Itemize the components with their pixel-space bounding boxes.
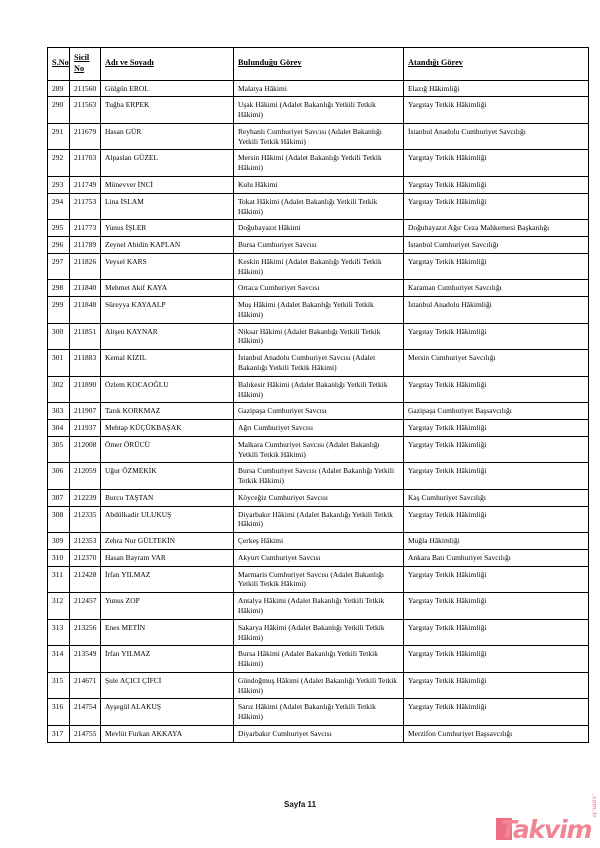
cell-sno: 290 <box>48 97 70 124</box>
cell-atandigi-gorev: Yargıtay Tetkik Hâkimliği <box>404 97 589 124</box>
cell-adi-ve-soyadi: Tuğba ERPEK <box>101 97 234 124</box>
cell-atandigi-gorev: Yargıtay Tetkik Hâkimliği <box>404 593 589 620</box>
cell-bulundugu-gorev: Keskin Hâkimi (Adalet Bakanlığı Yetkili Tetkik Hâkimi) <box>234 253 404 280</box>
cell-atandigi-gorev: Yargıtay Tetkik Hâkimliği <box>404 376 589 403</box>
cell-sno: 307 <box>48 489 70 506</box>
cell-sicil-no: 212428 <box>70 566 101 593</box>
cell-atandigi-gorev: Yargıtay Tetkik Hâkimliği <box>404 506 589 533</box>
cell-bulundugu-gorev: Antalya Hâkimi (Adalet Bakanlığı Yetkili Tetkik Hâkimi) <box>234 593 404 620</box>
table-row <box>48 533 589 550</box>
cell-sno: 296 <box>48 237 70 254</box>
column-header-sno: S.No <box>48 48 70 81</box>
cell-atandigi-gorev: İstanbul Anadolu Hâkimliği <box>404 297 589 324</box>
cell-atandigi-gorev: Doğubayazıt Ağır Ceza Mahkemesi Başkanlığı <box>404 220 589 237</box>
table-row <box>48 403 589 420</box>
cell-adi-ve-soyadi: Zehra Nur GÜLTEKİN <box>101 533 234 550</box>
cell-bulundugu-gorev: Ağrı Cumhuriyet Savcısı <box>234 420 404 437</box>
table-row <box>48 80 589 97</box>
cell-adi-ve-soyadi: Yunus İŞLER <box>101 220 234 237</box>
table-row <box>48 220 589 237</box>
column-header-atandigi-gorev: Atandığı Görev <box>404 48 589 81</box>
cell-sno: 295 <box>48 220 70 237</box>
cell-sno: 309 <box>48 533 70 550</box>
cell-bulundugu-gorev: Sarız Hâkimi (Adalet Bakanlığı Yetkili Tetkik Hâkimi) <box>234 699 404 726</box>
cell-bulundugu-gorev: Reyhanlı Cumhuriyet Savcısı (Adalet Bakanlığı Yetkili Tetkik Hâkimi) <box>234 123 404 150</box>
cell-adi-ve-soyadi: Gülgün EROL <box>101 80 234 97</box>
cell-atandigi-gorev: Yargıtay Tetkik Hâkimliği <box>404 193 589 220</box>
cell-sno: 313 <box>48 619 70 646</box>
cell-atandigi-gorev: Elazığ Hâkimliği <box>404 80 589 97</box>
cell-adi-ve-soyadi: Tarık KORKMAZ <box>101 403 234 420</box>
cell-adi-ve-soyadi: Kemal KIZIL <box>101 350 234 377</box>
cell-sicil-no: 211749 <box>70 177 101 194</box>
cell-sicil-no: 212059 <box>70 463 101 490</box>
cell-atandigi-gorev: Yargıtay Tetkik Hâkimliği <box>404 436 589 463</box>
cell-bulundugu-gorev: Niksar Hâkimi (Adalet Bakanlığı Yetkili Tetkik Hâkimi) <box>234 323 404 350</box>
table-row <box>48 297 589 324</box>
cell-sicil-no: 211753 <box>70 193 101 220</box>
cell-sno: 306 <box>48 463 70 490</box>
cell-sicil-no: 212239 <box>70 489 101 506</box>
cell-sicil-no: 212008 <box>70 436 101 463</box>
cell-bulundugu-gorev: Marmaris Cumhuriyet Savcısı (Adalet Bakanlığı Yetkili Tetkik Hâkimi) <box>234 566 404 593</box>
table-row <box>48 549 589 566</box>
cell-sno: 316 <box>48 699 70 726</box>
cell-sicil-no: 211937 <box>70 420 101 437</box>
cell-sicil-no: 212457 <box>70 593 101 620</box>
cell-sicil-no: 211890 <box>70 376 101 403</box>
table-row <box>48 566 589 593</box>
table-row <box>48 350 589 377</box>
cell-atandigi-gorev: Yargıtay Tetkik Hâkimliği <box>404 646 589 673</box>
cell-bulundugu-gorev: Köyceğiz Cumhuriyet Savcısı <box>234 489 404 506</box>
cell-bulundugu-gorev: Kulu Hâkimi <box>234 177 404 194</box>
table-row <box>48 253 589 280</box>
cell-bulundugu-gorev: Akyurt Cumhuriyet Savcısı <box>234 549 404 566</box>
table-row <box>48 376 589 403</box>
table-row <box>48 725 589 742</box>
table-row <box>48 177 589 194</box>
cell-bulundugu-gorev: Mersin Hâkimi (Adalet Bakanlığı Yetkili Tetkik Hâkimi) <box>234 150 404 177</box>
cell-sicil-no: 211560 <box>70 80 101 97</box>
cell-atandigi-gorev: Yargıtay Tetkik Hâkimliği <box>404 672 589 699</box>
cell-bulundugu-gorev: Muş Hâkimi (Adalet Bakanlığı Yetkili Tetkik Hâkimi) <box>234 297 404 324</box>
cell-adi-ve-soyadi: Mehtap KÜÇÜKBAŞAK <box>101 420 234 437</box>
cell-atandigi-gorev: Muğla Hâkimliği <box>404 533 589 550</box>
cell-sno: 308 <box>48 506 70 533</box>
cell-sicil-no: 212335 <box>70 506 101 533</box>
cell-sicil-no: 214754 <box>70 699 101 726</box>
cell-sno: 297 <box>48 253 70 280</box>
cell-sicil-no: 213256 <box>70 619 101 646</box>
cell-sicil-no: 211848 <box>70 297 101 324</box>
cell-atandigi-gorev: Karaman Cumhuriyet Savcılığı <box>404 280 589 297</box>
cell-bulundugu-gorev: Uşak Hâkimi (Adalet Bakanlığı Yetkili Tetkik Hâkimi) <box>234 97 404 124</box>
cell-sicil-no: 214671 <box>70 672 101 699</box>
cell-sno: 312 <box>48 593 70 620</box>
cell-sicil-no: 212370 <box>70 549 101 566</box>
column-header-bulundugu-gorev: Bulunduğu Görev <box>234 48 404 81</box>
table-row <box>48 123 589 150</box>
cell-sno: 291 <box>48 123 70 150</box>
cell-adi-ve-soyadi: Abdülkadir ULUKUŞ <box>101 506 234 533</box>
cell-adi-ve-soyadi: Zeynel Abidin KAPLAN <box>101 237 234 254</box>
cell-adi-ve-soyadi: Uğur ÖZMEKİK <box>101 463 234 490</box>
table-row <box>48 699 589 726</box>
cell-sno: 305 <box>48 436 70 463</box>
cell-adi-ve-soyadi: Alpaslan GÜZEL <box>101 150 234 177</box>
cell-bulundugu-gorev: Bursa Cumhuriyet Savcısı (Adalet Bakanlığı Yetkili Tetkik Hâkimi) <box>234 463 404 490</box>
cell-bulundugu-gorev: Tokat Hâkimi (Adalet Bakanlığı Yetkili Tetkik Hâkimi) <box>234 193 404 220</box>
cell-adi-ve-soyadi: Hasan Bayram VAR <box>101 549 234 566</box>
table-header-row <box>48 48 589 81</box>
cell-adi-ve-soyadi: Özlem KOCAOĞLU <box>101 376 234 403</box>
cell-bulundugu-gorev: İstanbul Anadolu Cumhuriyet Savcısı (Adalet Bakanlığı Yetkili Tetkik Hâkimi) <box>234 350 404 377</box>
cell-adi-ve-soyadi: Süreyya KAYAALP <box>101 297 234 324</box>
cell-sicil-no: 211563 <box>70 97 101 124</box>
table-row <box>48 237 589 254</box>
cell-adi-ve-soyadi: Ömer ÖRÜCÜ <box>101 436 234 463</box>
cell-sicil-no: 211851 <box>70 323 101 350</box>
cell-sicil-no: 211826 <box>70 253 101 280</box>
table-row <box>48 193 589 220</box>
cell-sno: 311 <box>48 566 70 593</box>
cell-bulundugu-gorev: Gazipaşa Cumhuriyet Savcısı <box>234 403 404 420</box>
table-row <box>48 646 589 673</box>
cell-adi-ve-soyadi: Mehmet Akif KAYA <box>101 280 234 297</box>
table-row <box>48 150 589 177</box>
cell-adi-ve-soyadi: Yunus ZOP <box>101 593 234 620</box>
cell-sno: 299 <box>48 297 70 324</box>
cell-sno: 314 <box>48 646 70 673</box>
cell-atandigi-gorev: Yargıtay Tetkik Hâkimliği <box>404 253 589 280</box>
cell-sno: 301 <box>48 350 70 377</box>
cell-adi-ve-soyadi: Mevlüt Furkan AKKAYA <box>101 725 234 742</box>
cell-bulundugu-gorev: Bursa Hâkimi (Adalet Bakanlığı Yetkili Tetkik Hâkimi) <box>234 646 404 673</box>
cell-sno: 293 <box>48 177 70 194</box>
cell-adi-ve-soyadi: Münevver İNCİ <box>101 177 234 194</box>
cell-sno: 294 <box>48 193 70 220</box>
cell-sicil-no: 211773 <box>70 220 101 237</box>
cell-atandigi-gorev: Yargıtay Tetkik Hâkimliği <box>404 699 589 726</box>
watermark-brand: Takvim <box>500 815 592 844</box>
cell-sno: 317 <box>48 725 70 742</box>
cell-sno: 315 <box>48 672 70 699</box>
cell-atandigi-gorev: Yargıtay Tetkik Hâkimliği <box>404 323 589 350</box>
table-row <box>48 672 589 699</box>
cell-adi-ve-soyadi: Alişen KAYNAR <box>101 323 234 350</box>
cell-adi-ve-soyadi: Burcu TAŞTAN <box>101 489 234 506</box>
table-row <box>48 97 589 124</box>
cell-bulundugu-gorev: Bursa Cumhuriyet Savcısı <box>234 237 404 254</box>
cell-bulundugu-gorev: Malatya Hâkimi <box>234 80 404 97</box>
cell-sicil-no: 211789 <box>70 237 101 254</box>
cell-sicil-no: 211883 <box>70 350 101 377</box>
cell-atandigi-gorev: İstanbul Cumhuriyet Savcılığı <box>404 237 589 254</box>
cell-atandigi-gorev: Yargıtay Tetkik Hâkimliği <box>404 150 589 177</box>
table-row <box>48 436 589 463</box>
page-footer: Sayfa 11 <box>283 800 317 809</box>
table-row <box>48 463 589 490</box>
appointments-table <box>47 47 589 743</box>
takvim-watermark <box>494 793 598 846</box>
cell-bulundugu-gorev: Sakarya Hâkimi (Adalet Bakanlığı Yetkili Tetkik Hâkimi) <box>234 619 404 646</box>
cell-bulundugu-gorev: Çerkeş Hâkimi <box>234 533 404 550</box>
cell-bulundugu-gorev: Diyarbakır Cumhuriyet Savcısı <box>234 725 404 742</box>
cell-bulundugu-gorev: Diyarbakır Hâkimi (Adalet Bakanlığı Yetkili Tetkik Hâkimi) <box>234 506 404 533</box>
cell-bulundugu-gorev: Malkara Cumhuriyet Savcısı (Adalet Bakanlığı Yetkili Tetkik Hâkimi) <box>234 436 404 463</box>
table-row <box>48 280 589 297</box>
cell-sno: 304 <box>48 420 70 437</box>
cell-sicil-no: 212353 <box>70 533 101 550</box>
cell-atandigi-gorev: Yargıtay Tetkik Hâkimliği <box>404 619 589 646</box>
table-row <box>48 420 589 437</box>
cell-atandigi-gorev: İstanbul Anadolu Cumhuriyet Savcılığı <box>404 123 589 150</box>
cell-adi-ve-soyadi: Lina İSLAM <box>101 193 234 220</box>
column-header-adi-ve-soyadi: Adı ve Soyadı <box>101 48 234 81</box>
cell-sicil-no: 214755 <box>70 725 101 742</box>
table-body <box>48 80 589 742</box>
cell-sno: 310 <box>48 549 70 566</box>
cell-atandigi-gorev: Merzifon Cumhuriyet Başsavcılığı <box>404 725 589 742</box>
cell-sno: 298 <box>48 280 70 297</box>
cell-sno: 300 <box>48 323 70 350</box>
appointments-table-container <box>47 47 588 743</box>
cell-atandigi-gorev: Mersin Cumhuriyet Savcılığı <box>404 350 589 377</box>
cell-adi-ve-soyadi: Hasan GÜR <box>101 123 234 150</box>
cell-sicil-no: 211840 <box>70 280 101 297</box>
cell-atandigi-gorev: Yargıtay Tetkik Hâkimliği <box>404 420 589 437</box>
cell-sno: 289 <box>48 80 70 97</box>
watermark-tld: .com.tr <box>590 793 597 818</box>
cell-sno: 302 <box>48 376 70 403</box>
cell-sicil-no: 211679 <box>70 123 101 150</box>
cell-bulundugu-gorev: Gündoğmuş Hâkimi (Adalet Bakanlığı Yetkili Tetkik Hâkimi) <box>234 672 404 699</box>
cell-adi-ve-soyadi: İrfan YILMAZ <box>101 566 234 593</box>
cell-sicil-no: 211703 <box>70 150 101 177</box>
cell-atandigi-gorev: Yargıtay Tetkik Hâkimliği <box>404 566 589 593</box>
cell-bulundugu-gorev: Ortaca Cumhuriyet Savcısı <box>234 280 404 297</box>
cell-adi-ve-soyadi: Ayşegül ALAKUŞ <box>101 699 234 726</box>
cell-atandigi-gorev: Yargıtay Tetkik Hâkimliği <box>404 463 589 490</box>
table-row <box>48 506 589 533</box>
cell-adi-ve-soyadi: Enes METİN <box>101 619 234 646</box>
cell-bulundugu-gorev: Balıkesir Hâkimi (Adalet Bakanlığı Yetkili Tetkik Hâkimi) <box>234 376 404 403</box>
column-header-sicil-no: Sicil No <box>70 48 101 81</box>
cell-sno: 303 <box>48 403 70 420</box>
cell-atandigi-gorev: Kaş Cumhuriyet Savcılığı <box>404 489 589 506</box>
table-row <box>48 593 589 620</box>
cell-bulundugu-gorev: Doğubayazıt Hâkimi <box>234 220 404 237</box>
cell-atandigi-gorev: Yargıtay Tetkik Hâkimliği <box>404 177 589 194</box>
cell-adi-ve-soyadi: İrfan YILMAZ <box>101 646 234 673</box>
cell-sicil-no: 213549 <box>70 646 101 673</box>
table-row <box>48 489 589 506</box>
cell-atandigi-gorev: Ankara Batı Cumhuriyet Savcılığı <box>404 549 589 566</box>
table-row <box>48 619 589 646</box>
cell-sno: 292 <box>48 150 70 177</box>
table-header <box>48 48 589 81</box>
cell-sicil-no: 211907 <box>70 403 101 420</box>
cell-atandigi-gorev: Gazipaşa Cumhuriyet Başsavcılığı <box>404 403 589 420</box>
table-row <box>48 323 589 350</box>
cell-adi-ve-soyadi: Veysel KARS <box>101 253 234 280</box>
cell-adi-ve-soyadi: Şule AÇICI ÇİFCİ <box>101 672 234 699</box>
